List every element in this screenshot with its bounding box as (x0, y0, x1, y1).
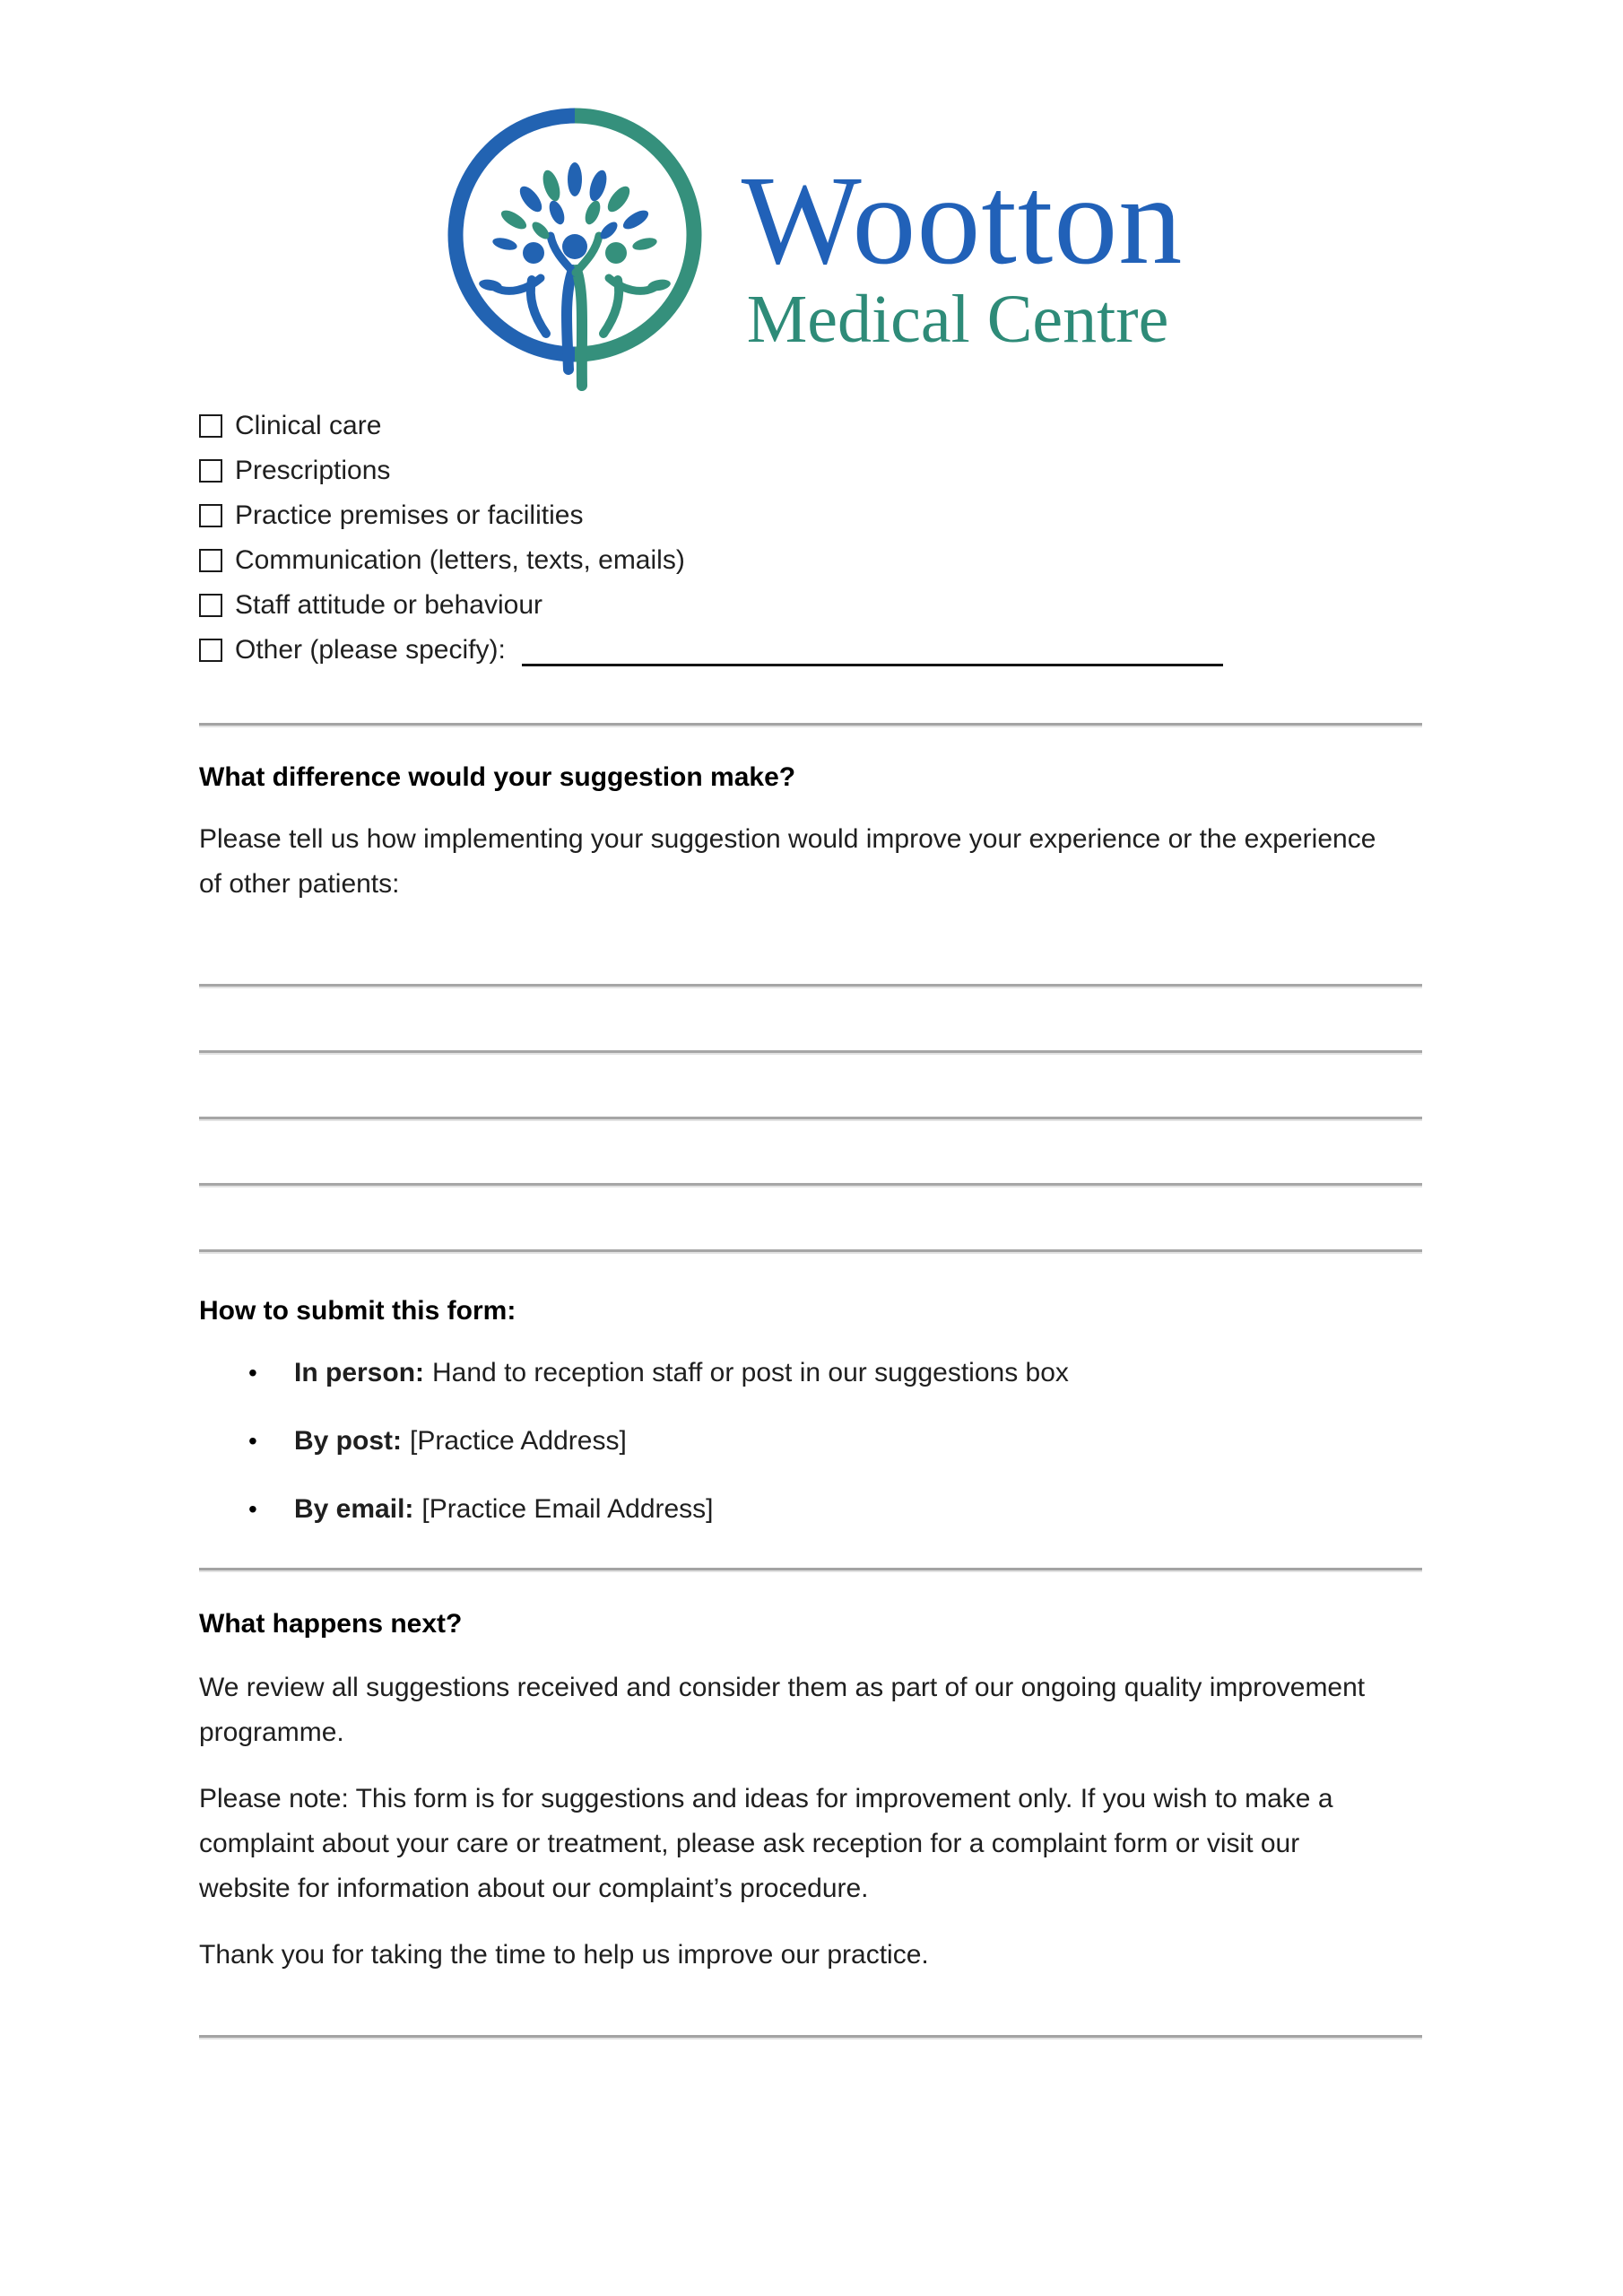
checkbox-label: Prescriptions (235, 456, 391, 485)
checkbox-row-other (199, 628, 1422, 673)
other-specify-line[interactable] (522, 664, 1223, 666)
writing-line[interactable] (199, 1249, 1422, 1254)
checkbox-row-staff-attitude (199, 583, 1422, 628)
checkbox-row-clinical-care (199, 404, 1422, 448)
checkbox-icon[interactable] (199, 414, 222, 438)
bullet-icon: • (248, 1495, 257, 1523)
difference-description: Please tell us how implementing your suggestion would improve your experience or the experience of other patients: (199, 824, 1376, 899)
clinic-wordmark (741, 100, 1184, 357)
writing-line[interactable] (199, 1050, 1422, 1055)
submit-method-label: By email: (294, 1494, 414, 1524)
checkbox-label: Staff attitude or behaviour (235, 590, 543, 620)
next-paragraph-review: We review all suggestions received and consider them as part of our ongoing quality improvement programme. (199, 1673, 1366, 1747)
writing-line[interactable] (199, 1183, 1422, 1187)
next-paragraph-please-note: Please note: This form is for suggestions and ideas for improvement only. If you wish to make a complaint about your care or treatment, please ask reception for a complaint form or visit our website for information about our complaint’s procedure. (199, 1784, 1333, 1903)
checkbox-icon[interactable] (199, 639, 222, 662)
checkbox-row-communication (199, 538, 1422, 583)
clinic-name: Wootton (741, 149, 1184, 291)
clinic-subtitle: Medical Centre (746, 282, 1169, 357)
checkbox-row-prescriptions (199, 448, 1422, 493)
submit-methods-list (199, 1351, 1422, 1532)
submit-method-label: By post: (294, 1426, 402, 1456)
submit-heading: How to submit this form: (199, 1296, 516, 1326)
checkbox-label: Clinical care (235, 411, 382, 440)
checkbox-label: Practice premises or facilities (235, 500, 584, 530)
bullet-icon: • (248, 1427, 257, 1455)
section-divider (199, 2035, 1422, 2039)
list-item-by-post (199, 1419, 1422, 1464)
suggestion-writing-area (199, 984, 1422, 1254)
section-divider (199, 1568, 1422, 1572)
writing-line[interactable] (199, 1117, 1422, 1121)
submit-method-text: Hand to reception staff or post in our suggestions box (432, 1358, 1069, 1387)
checkbox-icon[interactable] (199, 504, 222, 527)
form-content (0, 404, 1623, 2039)
list-item-in-person (199, 1351, 1422, 1396)
list-item-by-email (199, 1487, 1422, 1532)
writing-line[interactable] (199, 984, 1422, 988)
submit-method-text: [Practice Email Address] (421, 1494, 714, 1524)
suggestion-category-list (199, 404, 1422, 673)
submit-method-label: In person: (294, 1358, 425, 1387)
next-heading: What happens next? (199, 1609, 463, 1639)
bullet-icon: • (248, 1359, 257, 1387)
checkbox-icon[interactable] (199, 594, 222, 617)
checkbox-icon[interactable] (199, 549, 222, 572)
submit-method-text: [Practice Address] (410, 1426, 627, 1456)
checkbox-label: Communication (letters, texts, emails) (235, 545, 685, 575)
checkbox-label: Other (please specify): (235, 635, 506, 665)
thank-you-text: Thank you for taking the time to help us improve our practice. (199, 1940, 929, 1970)
checkbox-icon[interactable] (199, 459, 222, 483)
tree-people-logo-icon (440, 100, 709, 396)
checkbox-row-premises (199, 493, 1422, 538)
difference-heading: What difference would your suggestion make? (199, 762, 796, 792)
clinic-logo (0, 0, 1623, 396)
section-divider (199, 723, 1422, 727)
